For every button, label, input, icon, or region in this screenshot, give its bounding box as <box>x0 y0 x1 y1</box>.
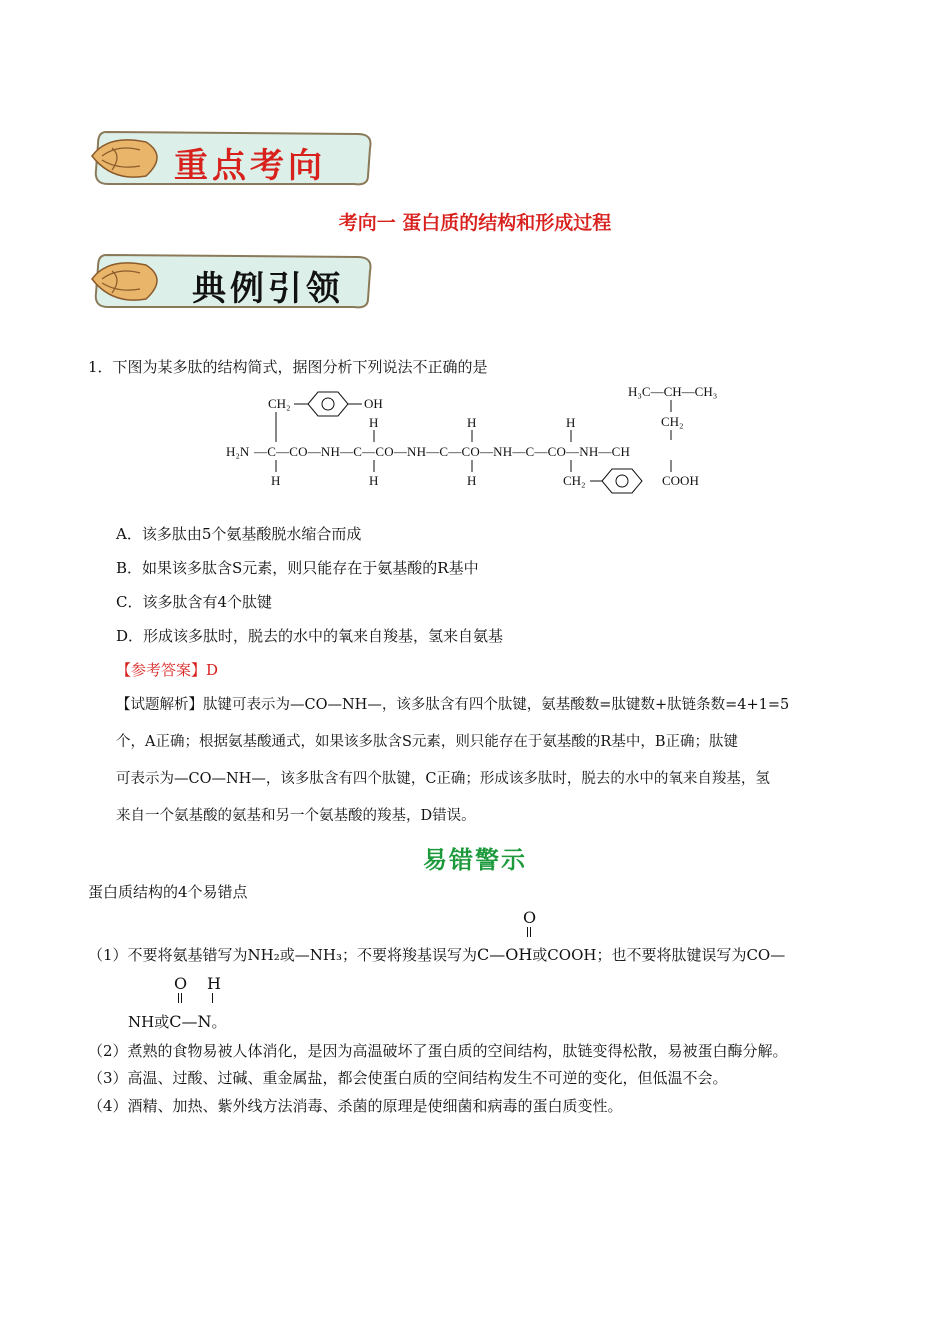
formula-carboxyl: COOH <box>662 473 699 488</box>
warning-item-1-part-a: （1）不要将氨基错写为NH₂或—NH₃；不要将羧基误写为 <box>88 946 477 964</box>
analysis-line: 【试题解析】肽键可表示为—CO—NH—，该多肽含有四个肽键，氨基酸数=肽键数+肽链条数=4+1=5 <box>116 697 790 713</box>
warning-intro: 蛋白质结构的4个易错点 <box>88 883 248 901</box>
warning-title: 易错警示 <box>423 846 527 874</box>
double-bond <box>178 993 182 1003</box>
double-bond <box>527 927 531 937</box>
peptide-hydrogen-label: H <box>207 974 221 993</box>
warning-item-1-cont <box>128 1012 226 1032</box>
formula-hydroxyl: OH <box>364 396 383 411</box>
analysis-line: 来自一个氨基酸的氨基和另一个氨基酸的羧基，D错误。 <box>116 808 476 824</box>
warning-item-4: （4）酒精、加热、紫外线方法消毒、杀菌的原理是使细菌和病毒的蛋白质变性。 <box>88 1097 623 1115</box>
peptide-bond-notation: C—N <box>169 1012 212 1031</box>
formula-backbone: —C—CO—NH—C—CO—NH—C—CO—NH—C—CO—NH—CH <box>254 444 631 459</box>
banner-key-topics <box>88 126 378 190</box>
peptide-oxygen-label: O <box>174 974 188 993</box>
formula-h: H <box>271 473 281 488</box>
banner-title: 重点考向 <box>174 146 326 186</box>
single-bond <box>212 993 213 1003</box>
carboxyl-notation: C—OH <box>476 945 533 964</box>
warning-item-1 <box>88 945 785 965</box>
formula-amino-group: H₂N <box>226 444 250 459</box>
warning-item-1-part-c2: 。 <box>211 1013 227 1031</box>
option-d: D．形成该多肽时，脱去的水中的氧来自羧基，氢来自氨基 <box>116 627 504 645</box>
formula-h: H <box>369 415 379 430</box>
option-c: C．该多肽含有4个肽键 <box>116 593 273 611</box>
polypeptide-formula <box>224 380 744 495</box>
warning-item-2: （2）煮熟的食物易被人体消化，是因为高温破坏了蛋白质的空间结构，肽链变得松散，易被蛋白酶分解。 <box>88 1042 788 1060</box>
option-b: B．如果该多肽含S元素，则只能存在于氨基酸的R基中 <box>116 559 479 577</box>
analysis-line: 个，A正确；根据氨基酸通式，如果该多肽含S元素，则只能存在于氨基酸的R基中，B正确；肽键 <box>116 734 738 750</box>
banner-title: 典例引领 <box>192 269 344 309</box>
formula-h: H <box>467 473 477 488</box>
formula-isobutyl-chain: H₃C—CH—CH₃ <box>628 384 718 399</box>
formula-h: H <box>566 415 576 430</box>
formula-ch2-r4: CH₂ <box>563 473 586 488</box>
banner-typical-examples <box>88 249 378 313</box>
formula-ch2-r1: CH₂ <box>268 396 291 411</box>
analysis-line: 可表示为—CO—NH—，该多肽含有四个肽键，C正确；形成该多肽时，脱去的水中的氧来自羧基，氢 <box>116 771 770 787</box>
formula-h: H <box>467 415 477 430</box>
formula-ch2-top: CH₂ <box>661 414 684 429</box>
option-a: A．该多肽由5个氨基酸脱水缩合而成 <box>116 525 362 543</box>
section-title: 考向一 蛋白质的结构和形成过程 <box>338 212 612 234</box>
warning-item-1-part-b: 或COOH；也不要将肽键误写为CO— <box>532 946 786 964</box>
warning-item-3: （3）高温、过酸、过碱、重金属盐，都会使蛋白质的空间结构发生不可逆的变化，但低温不会。 <box>88 1069 728 1087</box>
warning-item-1-part-c1: NH或 <box>128 1013 170 1031</box>
formula-h: H <box>369 473 379 488</box>
question-stem: 1．下图为某多肽的结构简式，据图分析下列说法不正确的是 <box>88 358 488 376</box>
answer-label: 【参考答案】D <box>116 661 219 679</box>
carbonyl-oxygen-label: O <box>523 908 537 927</box>
